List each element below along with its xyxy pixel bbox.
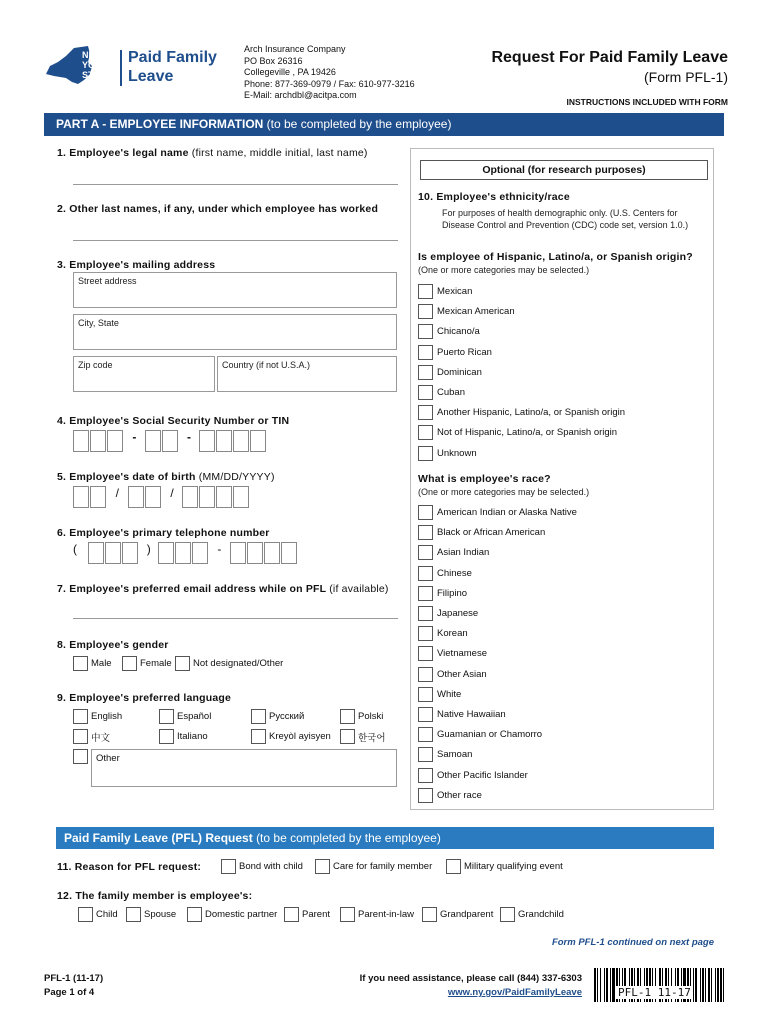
hispanic-checkbox[interactable] (418, 345, 433, 360)
language-polish-label: Polski (358, 711, 384, 722)
q11-label: 11. Reason for PFL request: (57, 860, 202, 873)
hispanic-checkbox[interactable] (418, 446, 433, 461)
ssn-input[interactable] (73, 430, 267, 452)
language-other-field[interactable] (91, 749, 397, 787)
race-hint: (One or more categories may be selected.) (418, 487, 590, 497)
race-checkbox[interactable] (418, 788, 433, 803)
optional-title: Optional (for research purposes) (482, 164, 646, 176)
part-a-subtitle: (to be completed by the employee) (266, 117, 452, 131)
race-label: Chinese (437, 567, 472, 579)
language-russian-label: Русский (269, 711, 305, 722)
logo-line: STATE (82, 70, 111, 80)
logo-state-text (82, 50, 110, 80)
q11-row (57, 859, 563, 874)
relation-child-checkbox[interactable] (78, 907, 93, 922)
reason-care-checkbox[interactable] (315, 859, 330, 874)
race-option-14 (418, 788, 482, 803)
ssn-separator: - (187, 430, 192, 444)
relation-parent-in-law-checkbox[interactable] (340, 907, 355, 922)
barcode-bar (604, 968, 605, 1002)
assistance-text: If you need assistance, please call (844) 337-6303 (359, 973, 582, 984)
website-link[interactable]: www.ny.gov/PaidFamilyLeave (447, 987, 582, 998)
race-question: What is employee's race? (418, 473, 551, 485)
logo-line: NEW (82, 50, 103, 60)
hispanic-checkbox[interactable] (418, 405, 433, 420)
language-kreyol-label: Kreyòl ayisyen (269, 731, 331, 742)
hispanic-option-3 (418, 345, 492, 360)
race-option-5 (418, 606, 478, 621)
dob-separator: / (115, 486, 120, 500)
hispanic-option-4 (418, 365, 482, 380)
relation-spouse-label: Spouse (144, 909, 177, 920)
barcode-bar (597, 968, 598, 1002)
barcode-bar (717, 968, 719, 1002)
race-label: Vietnamese (437, 648, 487, 660)
pfl-subtitle: (to be completed by the employee) (256, 831, 441, 845)
race-checkbox[interactable] (418, 687, 433, 702)
race-label: White (437, 688, 462, 700)
race-label: Korean (437, 628, 468, 640)
race-checkbox[interactable] (418, 545, 433, 560)
reason-bond-label: Bond with child (239, 861, 303, 872)
other-names-field[interactable] (73, 220, 398, 241)
race-option-8 (418, 667, 487, 682)
email-field[interactable] (73, 598, 398, 619)
logo-line: Paid Family (128, 49, 217, 66)
race-option-13 (418, 768, 528, 783)
relation-domestic-partner-checkbox[interactable] (187, 907, 202, 922)
race-label: Other Asian (437, 668, 487, 680)
relation-child-label: Child (96, 909, 118, 920)
continued-note: Form PFL-1 continued on next page (551, 937, 714, 948)
hispanic-checkbox[interactable] (418, 365, 433, 380)
hispanic-option-7 (418, 425, 617, 440)
pfl-header (56, 827, 714, 849)
language-chinese-checkbox[interactable] (73, 729, 88, 744)
language-other-checkbox[interactable] (73, 749, 88, 764)
q10-note-line: Disease Control and Prevention (CDC) code set, version 1.0.) (442, 220, 689, 230)
relation-domestic-partner-label: Domestic partner (205, 909, 278, 920)
language-italian-label: Italiano (177, 731, 208, 742)
gender-other-label: Not designated/Other (193, 658, 284, 669)
hispanic-label: Mexican American (437, 306, 515, 318)
relation-parent-checkbox[interactable] (284, 907, 299, 922)
race-option-4 (418, 586, 467, 601)
race-checkbox[interactable] (418, 505, 433, 520)
city-state-field[interactable] (73, 314, 397, 350)
reason-care-label: Care for family member (333, 861, 433, 872)
race-checkbox[interactable] (418, 626, 433, 641)
race-checkbox[interactable] (418, 566, 433, 581)
race-label: American Indian or Alaska Native (437, 507, 577, 518)
gender-female-checkbox[interactable] (122, 656, 137, 671)
insurer-email: E-Mail: archdbl@acitpa.com (244, 90, 357, 100)
barcode-bar (610, 968, 611, 1002)
hispanic-label: Puerto Rican (437, 346, 492, 358)
reason-military-checkbox[interactable] (446, 859, 461, 874)
q8-label: 8. Employee's gender (57, 639, 169, 651)
barcode-text: PFL-1 11-17 (618, 986, 691, 999)
race-checkbox[interactable] (418, 586, 433, 601)
race-label: Other race (437, 789, 482, 801)
phone-paren-close: ) (146, 542, 151, 556)
q1-label: 1. Employee's legal name (first name, middle initial, last name) (57, 147, 368, 159)
hispanic-label: Unknown (437, 447, 477, 459)
hispanic-label: Dominican (437, 366, 482, 378)
race-label: Japanese (437, 608, 479, 619)
race-checkbox[interactable] (418, 727, 433, 742)
barcode-bar (708, 968, 710, 1002)
hispanic-label: Not of Hispanic, Latino/a, or Spanish origin (437, 427, 618, 439)
race-checkbox[interactable] (418, 606, 433, 621)
race-option-2 (418, 545, 489, 560)
race-label: Black or African American (437, 527, 546, 539)
street-address-field[interactable] (73, 272, 397, 308)
relation-spouse-checkbox[interactable] (126, 907, 141, 922)
relation-parent-label: Parent (302, 909, 330, 920)
hispanic-label: Cuban (437, 387, 465, 398)
race-option-12 (418, 747, 472, 762)
dob-separator: / (170, 486, 174, 500)
race-option-3 (418, 566, 472, 581)
language-kreyol-checkbox[interactable] (251, 729, 266, 744)
race-label: Filipino (437, 587, 468, 599)
phone-input[interactable] (73, 542, 298, 564)
relation-grandchild-label: Grandchild (518, 909, 564, 920)
logo (44, 44, 219, 90)
gender-other-checkbox[interactable] (175, 656, 190, 671)
race-checkbox[interactable] (418, 646, 433, 661)
hispanic-question: Is employee of Hispanic, Latino/a, or Spanish origin? (418, 251, 693, 263)
language-polish-checkbox[interactable] (340, 709, 355, 724)
race-label: Asian Indian (437, 547, 490, 559)
barcode-bar (594, 968, 596, 1002)
hispanic-checkbox[interactable] (418, 324, 433, 339)
country-field[interactable] (217, 356, 397, 392)
gender-male-label: Male (91, 658, 112, 669)
hispanic-label: Mexican (437, 286, 473, 297)
relation-grandparent-checkbox[interactable] (422, 907, 437, 922)
barcode (594, 968, 726, 1002)
language-english-checkbox[interactable] (73, 709, 88, 724)
language-other-caption: Other (96, 753, 120, 764)
race-checkbox[interactable] (418, 747, 433, 762)
barcode-bar (723, 968, 724, 1002)
hispanic-option-1 (418, 304, 515, 319)
race-label: Guamanian or Chamorro (437, 729, 543, 741)
q10-note (442, 207, 688, 231)
city-state-caption: City, State (78, 318, 119, 328)
race-label: Other Pacific Islander (437, 769, 528, 781)
insurer-phone: Phone: 877-369-0979 / Fax: 610-977-3216 (244, 78, 415, 89)
race-option-10 (418, 707, 506, 722)
barcode-bar (720, 968, 722, 1002)
reason-bond-checkbox[interactable] (221, 859, 236, 874)
q5-label: 5. Employee's date of birth (MM/DD/YYYY) (57, 471, 275, 483)
hispanic-checkbox[interactable] (418, 304, 433, 319)
race-option-7 (418, 646, 487, 661)
race-checkbox[interactable] (418, 525, 433, 540)
logo-line: Leave (128, 68, 174, 85)
race-option-9 (418, 687, 461, 702)
q2-label: 2. Other last names, if any, under which employee has worked (57, 203, 379, 215)
language-chinese-label: 中文 (91, 732, 111, 744)
gender-options (73, 656, 283, 671)
barcode-bar (702, 968, 704, 1002)
race-option-1 (418, 525, 545, 540)
barcode-bar (606, 968, 608, 1002)
page-number: Page 1 of 4 (44, 987, 95, 998)
phone-separator: - (217, 542, 222, 556)
q12-label: 12. The family member is employee's: (57, 890, 253, 902)
barcode-bar (715, 968, 716, 1002)
q3-label: 3. Employee's mailing address (57, 259, 216, 271)
q12-options (78, 907, 564, 922)
hispanic-checkbox[interactable] (418, 425, 433, 440)
hispanic-option-2 (418, 324, 480, 339)
hispanic-option-6 (418, 405, 625, 420)
hispanic-option-5 (418, 385, 465, 400)
race-label: Samoan (437, 749, 473, 761)
hispanic-label: Chicano/a (437, 326, 480, 338)
legal-name-field[interactable] (73, 164, 398, 185)
dob-input[interactable] (73, 486, 250, 508)
part-a-title: PART A - EMPLOYEE INFORMATION (56, 117, 264, 131)
insurer-info (244, 44, 415, 102)
gender-female-label: Female (140, 658, 172, 669)
optional-title-box (420, 160, 708, 180)
relation-grandchild-checkbox[interactable] (500, 907, 515, 922)
barcode-bar (711, 968, 712, 1002)
barcode-bar (705, 968, 706, 1002)
barcode-bar (695, 968, 697, 1002)
insurer-name: Arch Insurance Company (244, 44, 346, 54)
q10-label: 10. Employee's ethnicity/race (418, 191, 570, 203)
hispanic-checkbox[interactable] (418, 284, 433, 299)
logo-divider (120, 50, 122, 86)
hispanic-label: Another Hispanic, Latino/a, or Spanish origin (437, 407, 626, 419)
race-option-6 (418, 626, 468, 641)
q10-note-line: For purposes of health demographic only. (U.S. Centers for (442, 208, 678, 218)
zip-caption: Zip code (78, 360, 113, 370)
language-spanish-checkbox[interactable] (159, 709, 174, 724)
q4-label: 4. Employee's Social Security Number or TIN (57, 415, 290, 427)
part-a-header (44, 113, 724, 136)
instructions-note: INSTRUCTIONS INCLUDED WITH FORM (566, 97, 728, 107)
language-korean-label: 한국어 (358, 732, 386, 744)
country-caption: Country (if not U.S.A.) (222, 360, 311, 370)
pfl-title: Paid Family Leave (PFL) Request (64, 831, 253, 845)
street-address-caption: Street address (78, 276, 137, 286)
q7-label: 7. Employee's preferred email address while on PFL (if available) (57, 583, 389, 595)
language-russian-checkbox[interactable] (251, 709, 266, 724)
zip-code-field[interactable] (73, 356, 215, 392)
language-spanish-label: Español (177, 711, 212, 722)
race-checkbox[interactable] (418, 768, 433, 783)
hispanic-option-0 (418, 284, 472, 299)
race-label: Native Hawaiian (437, 709, 506, 720)
insurer-city: Collegeville , PA 19426 (244, 67, 336, 77)
barcode-bar (693, 968, 694, 1002)
race-checkbox[interactable] (418, 667, 433, 682)
relation-parent-in-law-label: Parent-in-law (358, 909, 414, 920)
insurer-po: PO Box 26316 (244, 55, 303, 66)
barcode-bar (612, 968, 615, 1002)
race-option-11 (418, 727, 542, 742)
reason-military-label: Military qualifying event (464, 861, 563, 872)
q6-label: 6. Employee's primary telephone number (57, 527, 270, 539)
language-italian-checkbox[interactable] (159, 729, 174, 744)
logo-program-text (128, 48, 217, 86)
language-korean-checkbox[interactable] (340, 729, 355, 744)
race-checkbox[interactable] (418, 707, 433, 722)
logo-line: YORK (82, 60, 109, 70)
hispanic-option-8 (418, 446, 477, 461)
hispanic-checkbox[interactable] (418, 385, 433, 400)
relation-grandparent-label: Grandparent (440, 909, 494, 920)
ssn-separator: - (132, 430, 137, 444)
q9-label: 9. Employee's preferred language (57, 692, 232, 704)
phone-paren-open: ( (73, 542, 77, 556)
barcode-bar (700, 968, 701, 1002)
gender-male-checkbox[interactable] (73, 656, 88, 671)
form-title: Request For Paid Family Leave (491, 49, 728, 66)
language-english-label: English (91, 711, 123, 722)
barcode-bar (600, 968, 601, 1002)
race-option-0 (418, 505, 577, 520)
hispanic-hint: (One or more categories may be selected.) (418, 265, 590, 275)
form-number: (Form PFL-1) (644, 69, 728, 85)
form-code: PFL-1 (11-17) (44, 973, 104, 984)
